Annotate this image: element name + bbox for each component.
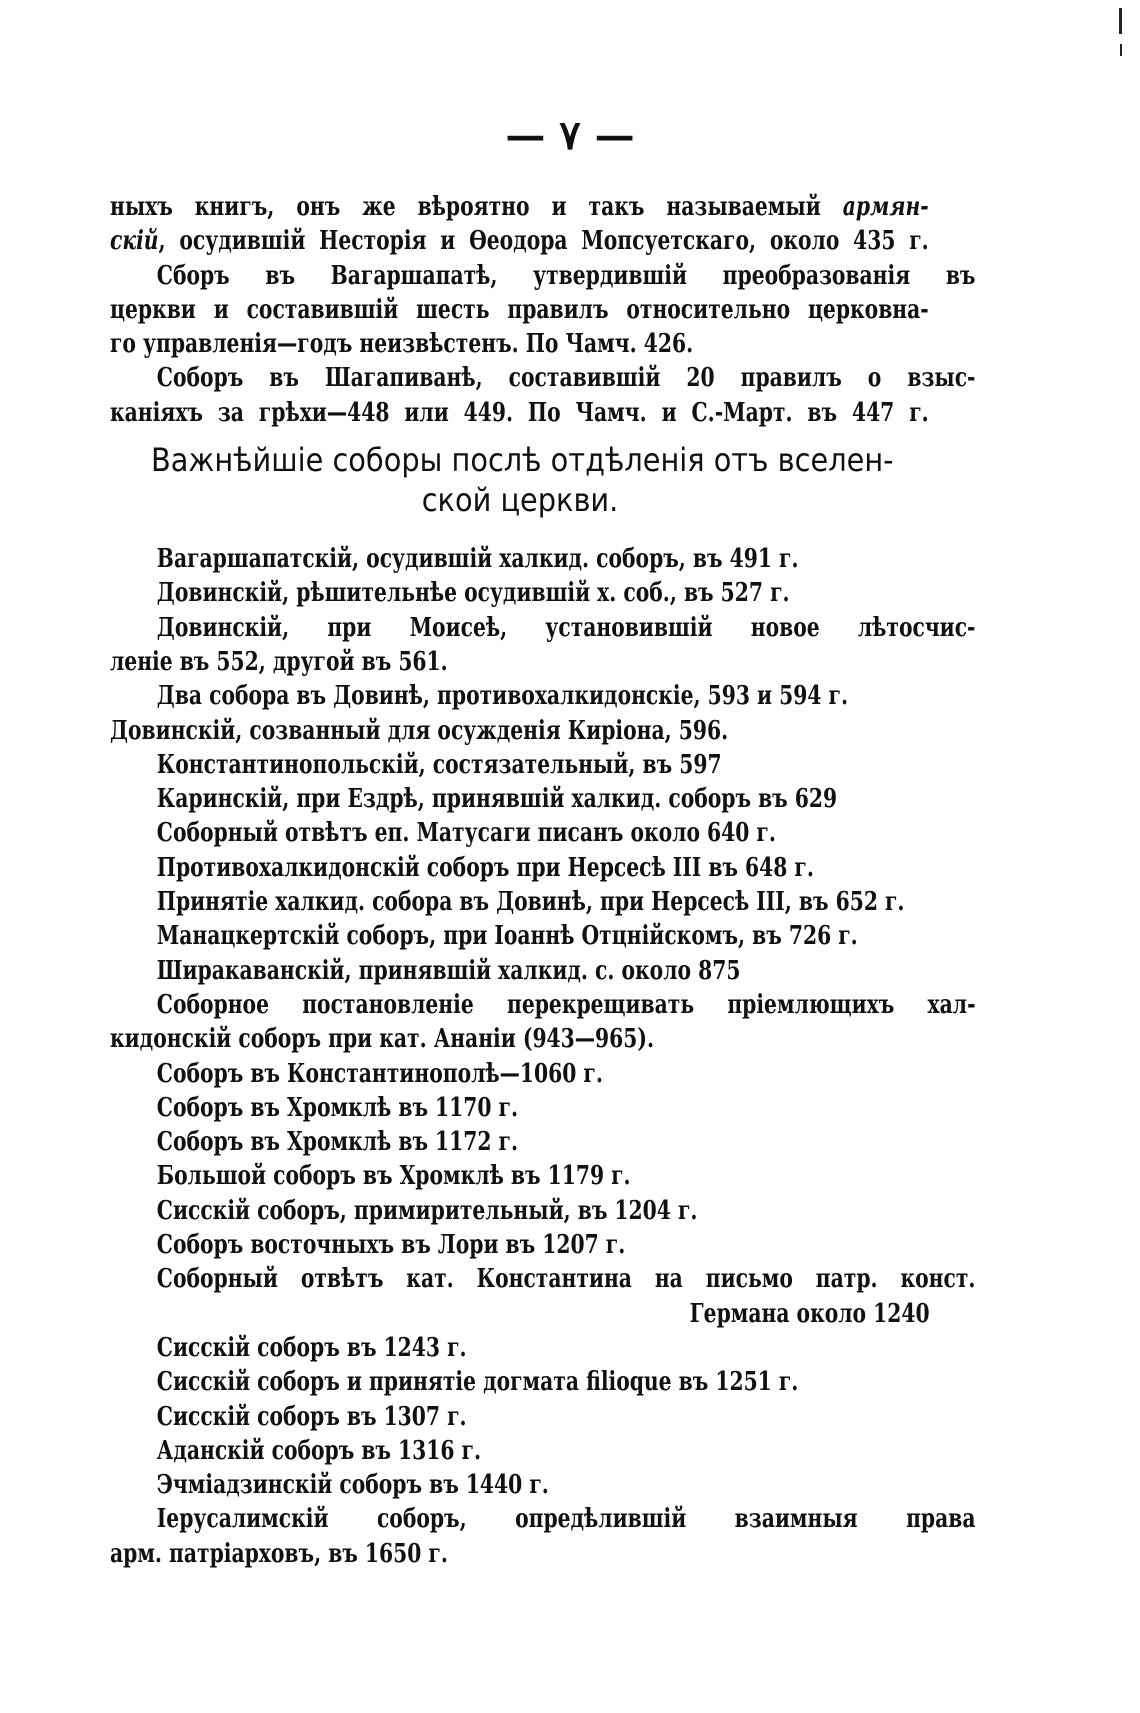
list-item: арм. патріарховъ, въ 1650 г. [110, 1538, 448, 1569]
text-line: каніяхъ за грѣхи—448 или 449. По Чамч. и С.-Март. въ 447 г. [110, 397, 929, 428]
list-item: Соборъ въ Хромклѣ въ 1170 г. [156, 1092, 519, 1123]
list-item: Сисскій соборъ и принятіе догмата filioque въ 1251 г. [156, 1367, 799, 1398]
list-item: Манацкертскій соборъ, при Іоаннѣ Отцнійскомъ, въ 726 г. [156, 921, 858, 952]
page-body [110, 190, 976, 1571]
list-item: Соборъ восточныхъ въ Лори въ 1207 г. [156, 1230, 626, 1261]
section-heading: Важнѣйшіе соборы послѣ отдѣленія отъ вселен- [151, 441, 894, 480]
list-item: Сисскій соборъ въ 1307 г. [156, 1401, 467, 1432]
list-item: кидонскій соборъ при кат. Ананіи (943—965). [110, 1024, 655, 1055]
margin-mark [1119, 8, 1122, 34]
list-item: Довинскій, при Моисеѣ, установившій новое лѣтосчис- [156, 612, 976, 643]
section-heading: ской церкви. [421, 481, 619, 520]
list-item: Соборное постановленіе перекрещивать пріемлющихъ хал- [156, 989, 976, 1020]
list-item: Сисскій соборъ въ 1243 г. [156, 1332, 467, 1363]
list-item: Большой соборъ въ Хромклѣ въ 1179 г. [156, 1161, 631, 1192]
list-item: Принятіе халкид. собора въ Довинѣ, при Нерсесѣ III, въ 652 г. [156, 887, 905, 918]
list-item: Противохалкидонскій соборъ при Нерсесѣ III въ 648 г. [156, 852, 814, 883]
list-item: Ширакаванскій, принявшій халкид. с. около 875 [156, 955, 741, 986]
list-item: Эчміадзинскій соборъ въ 1440 г. [156, 1470, 549, 1501]
list-item: Аданскій соборъ въ 1316 г. [156, 1435, 482, 1466]
list-item: Каринскій, при Ездрѣ, принявшій халкид. соборъ въ 629 [156, 784, 838, 815]
text-line: церкви и составившій шесть правилъ относительно церковна- [110, 294, 929, 325]
list-item: Соборъ въ Константинополѣ—1060 г. [156, 1058, 603, 1089]
text-line: Соборъ въ Шагапиванѣ, составившій 20 правилъ о взыс- [156, 363, 976, 394]
text-line: ныхъ книгъ, онъ же вѣроятно и такъ называемый армян- [110, 192, 929, 222]
list-item: Константинопольскій, состязательный, въ 597 [156, 749, 722, 780]
list-item: Соборъ въ Хромклѣ въ 1172 г. [156, 1127, 519, 1158]
text-line: скій, осудившій Несторія и Ѳеодора Мопсуетскаго, около 435 г. [110, 226, 929, 257]
list-item: леніе въ 552, другой въ 561. [110, 646, 448, 677]
text-line: го управленія—годъ неизвѣстенъ. По Чамч. 426. [110, 329, 694, 360]
list-item: Германа около 1240 [690, 1298, 930, 1329]
text-line: Сборъ въ Вагаршапатѣ, утвердившій преобразованія въ [156, 260, 976, 291]
list-item: Довинскій, созванный для осужденія Киріона, 596. [110, 715, 729, 746]
page-number: — ۷ — [505, 112, 635, 159]
list-item: Довинскій, рѣшительнѣе осудившій х. соб., въ 527 г. [156, 578, 790, 609]
list-item: Соборный отвѣтъ еп. Матусаги писанъ около 640 г. [156, 818, 776, 849]
list-item: Сисскій соборъ, примирительный, въ 1204 г. [156, 1195, 698, 1226]
list-item: Іерусалимскій соборъ, опредѣлившій взаимныя права [156, 1504, 976, 1535]
list-item: Вагаршапатскій, осудившій халкид. соборъ, въ 491 г. [156, 544, 799, 575]
list-item: Два собора въ Довинѣ, противохалкидонскіе, 593 и 594 г. [156, 681, 849, 712]
margin-mark [1120, 44, 1122, 56]
list-item: Соборный отвѣтъ кат. Константина на письмо патр. конст. [156, 1264, 976, 1295]
